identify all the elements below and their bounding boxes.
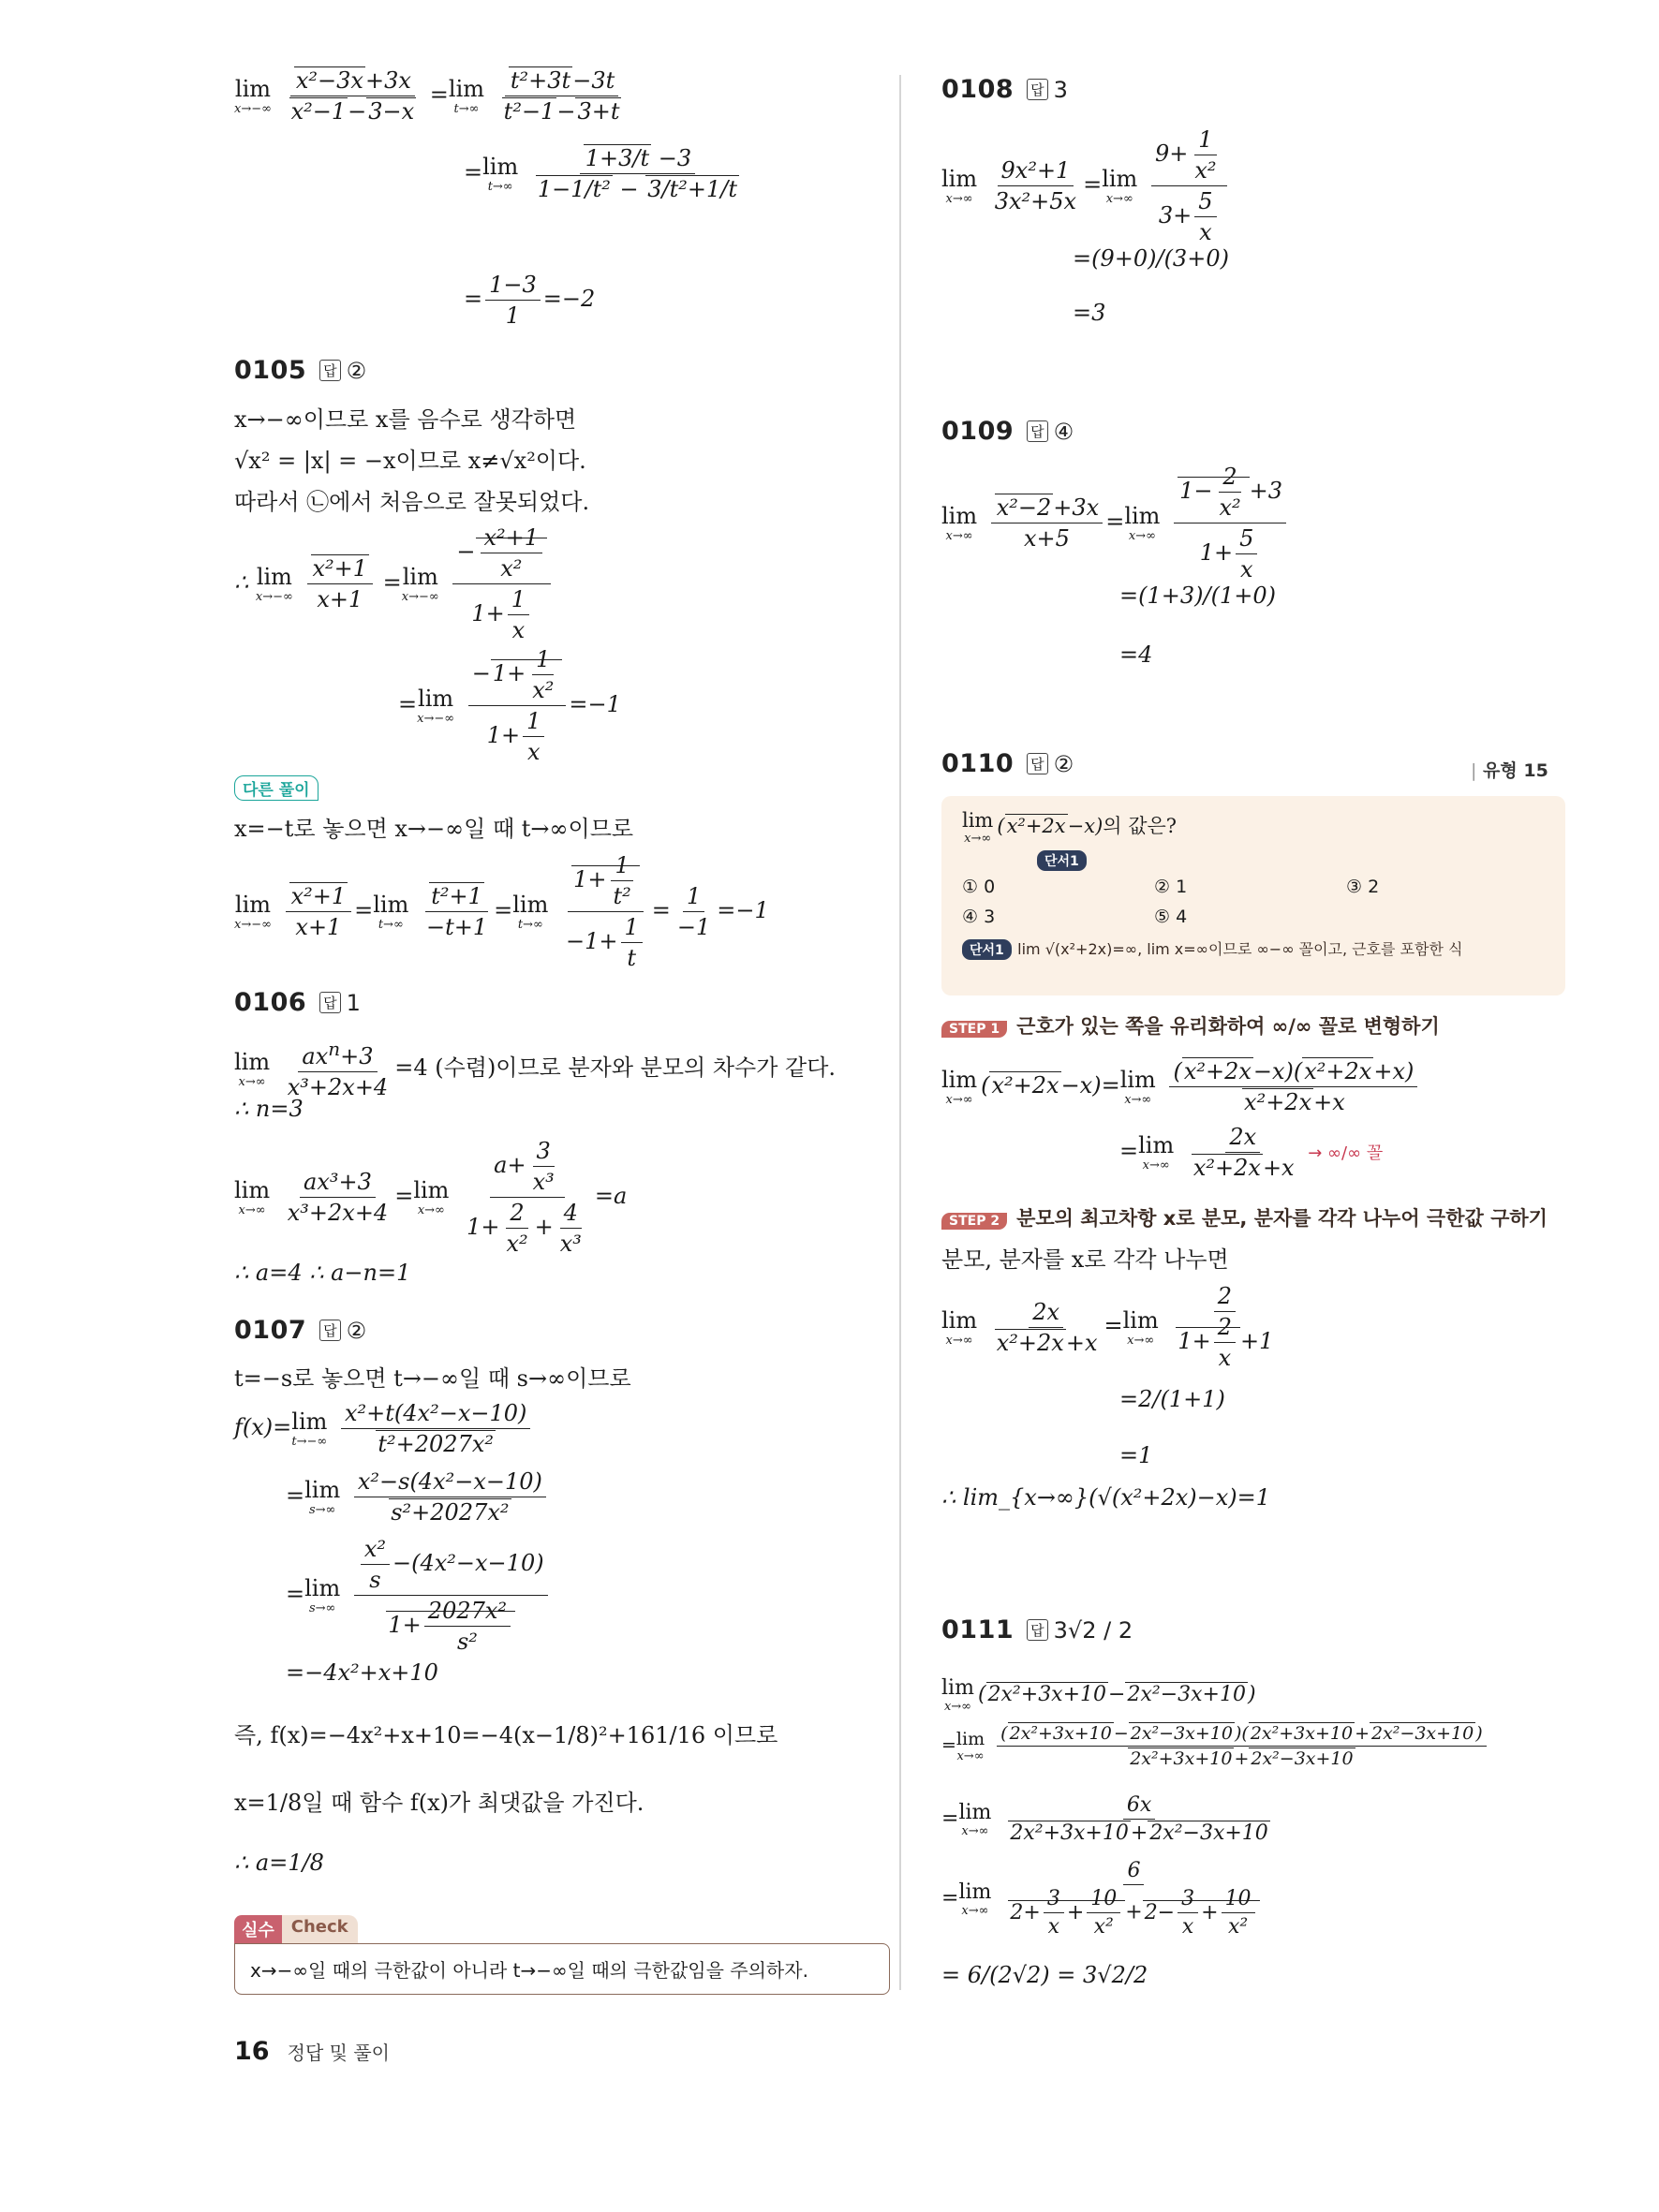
problem-0106-header bbox=[234, 988, 361, 1017]
page-number: 16 bbox=[234, 2037, 270, 2066]
answer-value: ② bbox=[1053, 751, 1074, 777]
problem-0109-header bbox=[941, 417, 1074, 446]
option-2[interactable]: ② 1 bbox=[1154, 877, 1188, 897]
check-label-b: Check bbox=[282, 1915, 358, 1943]
answer-value: 3√2 / 2 bbox=[1053, 1617, 1133, 1644]
clue-badge: 단서1 bbox=[962, 939, 1012, 960]
answer-value: 1 bbox=[346, 990, 361, 1016]
step2-text: 분모의 최고차항 x로 분모, 분자를 각각 나누어 극한값 구하기 bbox=[1016, 1207, 1548, 1230]
math-0108-line: =3 bbox=[1073, 300, 1106, 326]
text-fragment: =a bbox=[594, 1183, 628, 1209]
footer-label: 정답 및 풀이 bbox=[287, 2042, 390, 2064]
alt-solution-tag bbox=[234, 775, 318, 801]
clue-row bbox=[962, 936, 1545, 960]
math-0111-4: = lim x→∞ 6 2+ $\frac{3}{x}$ + $\frac{10}{\text{x²}}$ +2− $\frac{3}{x}$ + $\frac{10}{\text{x²}}$ bbox=[941, 1859, 1266, 1939]
math-0111-final: = 6/(2√2) = 3√2/2 bbox=[941, 1962, 1148, 1988]
math-0106-line3: lim x→∞ $\frac{\text{ax³+3}}{\text{x³+2x+4}}$ = lim x→∞ a+ $\frac{3}{\text{x³}}$ 1+ $\frac{2}{\text{x²}}$ + $\frac{4}{\text{x³}}$ =a bbox=[234, 1138, 628, 1257]
question-line: lim x→∞ (x²+2x−x)의 값은? bbox=[962, 809, 1178, 846]
problem-0110-header bbox=[941, 749, 1074, 778]
math-0110-step1b: = lim x→∞ $\frac{2x}{\text{x²+2x+x}}$ → ∞/∞ 꼴 bbox=[1119, 1124, 1384, 1181]
question-box bbox=[941, 796, 1565, 995]
option-3[interactable]: ③ 2 bbox=[1346, 877, 1380, 897]
text-line: 따라서 ㉡에서 처음으로 잘못되었다. bbox=[234, 489, 590, 515]
answer-icon: 답 bbox=[319, 992, 341, 1013]
problem-number: 0110 bbox=[941, 749, 1015, 778]
alt-solution-label: 다른 풀이 bbox=[234, 775, 318, 801]
problem-number: 0111 bbox=[941, 1615, 1015, 1644]
options-row-1 bbox=[962, 877, 1545, 897]
answer-icon: 답 bbox=[319, 360, 341, 381]
check-text: x→−∞일 때의 극한값이 아니라 t→−∞일 때의 극한값임을 주의하자. bbox=[234, 1943, 890, 1995]
text-line: t=−s로 놓으면 t→−∞일 때 s→∞이므로 bbox=[234, 1365, 631, 1392]
type-tag: | 유형 15 bbox=[1471, 760, 1548, 781]
answer-value: ② bbox=[346, 1318, 367, 1344]
math-0107-s1: = lim s→∞ $\frac{\text{x²−s(4x²−x−10)}}{\text{s²+2027x²}}$ bbox=[286, 1468, 549, 1526]
math-0107-s2: = lim s→∞ $\frac{\text{x²}}{s}$ −(4x²−x−10) 1+ $\frac{\text{2027x²}}{\text{s²}}$ bbox=[286, 1536, 551, 1655]
math-0107-result: =−4x²+x+10 bbox=[286, 1659, 438, 1686]
problem-number: 0105 bbox=[234, 356, 307, 385]
answer-icon: 답 bbox=[1027, 1619, 1048, 1641]
text-line: x→−∞이므로 x를 음수로 생각하면 bbox=[234, 406, 577, 433]
math-0105-therefore-1: ∴ lim x→−∞ $\frac{\text{x²+1}}{x+1}$ = lim x→−∞ − $\frac{\text{x²+1}}{\text{x²}}$ 1+ $\frac{1}{x}$ bbox=[234, 524, 554, 643]
math-0110-result: =1 bbox=[1119, 1442, 1153, 1468]
answer-icon: 답 bbox=[1027, 79, 1048, 100]
problem-0111-header bbox=[941, 1615, 1133, 1644]
clue-text: lim √(x²+2x)=∞, lim x=∞이므로 ∞−∞ 꼴이고, 근호를 포함한 식 bbox=[1017, 940, 1463, 958]
answer-value: 3 bbox=[1053, 77, 1068, 103]
derivation-line-1: lim x→−∞ $\frac{\text{x²−3x+3x}}{\text{x²−1−3−x}}$ = lim t→∞ $\frac{\text{t²+3t−3t}}{\text{t²−1−3+t}}$ bbox=[234, 67, 620, 125]
step1-badge: STEP 1 bbox=[941, 1021, 1007, 1038]
answer-icon: 답 bbox=[1027, 753, 1048, 774]
option-5[interactable]: ⑤ 4 bbox=[1154, 907, 1188, 927]
math-0108: lim x→∞ $\frac{\text{9x²+1}}{\text{3x²+5x}}$ = lim x→∞ 9+ $\frac{1}{\text{x²}}$ 3+ $\frac{5}{x}$ bbox=[941, 126, 1230, 245]
math-0106-line1: lim x→∞ $\frac{ax^n+3}{\text{x³+2x+4}}$ =4 (수렴)이므로 분자와 분모의 차수가 같다. bbox=[234, 1038, 837, 1100]
text-line: √x² = |x| = −x이므로 x≠√x²이다. bbox=[234, 448, 586, 474]
problem-number: 0108 bbox=[941, 75, 1015, 104]
math-0111-3: = lim x→∞ $\frac{6x}{\text{2x²+3x+10+2x²−3x+10}}$ bbox=[941, 1793, 1268, 1845]
problem-number: 0107 bbox=[234, 1316, 307, 1345]
problem-number: 0109 bbox=[941, 417, 1015, 446]
check-label-a: 실수 bbox=[234, 1915, 282, 1943]
math-0110-final: ∴ lim_{x→∞}(√(x²+2x)−x)=1 bbox=[941, 1484, 1271, 1511]
step2-badge: STEP 2 bbox=[941, 1213, 1007, 1230]
math-0109-line: =(1+3)/(1+0) bbox=[1119, 582, 1276, 609]
step1-note: → ∞/∞ 꼴 bbox=[1308, 1143, 1384, 1163]
step2-header bbox=[941, 1203, 1548, 1231]
answer-value: ② bbox=[346, 358, 367, 384]
text-line: 즉, f(x)=−4x²+x+10=−4(x−1/8)²+161/16 이므로 bbox=[234, 1722, 778, 1748]
math-0109-line: =4 bbox=[1119, 641, 1153, 668]
math-0111-2: = lim x→∞ $\frac{\text{( 2x²+3x+10 − 2x²−3x+10 )( 2x²+3x+10 + 2x²−3x+10 )}}{\text{2x²+3x+10 + 2x²−3x+10}}$ bbox=[941, 1723, 1489, 1769]
step1-header bbox=[941, 1011, 1440, 1040]
mistake-check-callout bbox=[234, 1915, 890, 1995]
math-0108-line: =(9+0)/(3+0) bbox=[1073, 245, 1229, 272]
text-line: 분모, 분자를 x로 각각 나누면 bbox=[941, 1246, 1229, 1273]
question-text: 의 값은? bbox=[1103, 815, 1178, 837]
problem-number: 0106 bbox=[234, 988, 307, 1017]
math-0110-step1: lim x→∞ (x²+2x−x)= lim x→∞ $\frac{\text{(x²+2x−x)(x²+2x+x)}}{\text{x²+2x+x}}$ bbox=[941, 1058, 1420, 1115]
derivation-line-3: = $\frac{1-3}{1}$ =−2 bbox=[464, 272, 596, 329]
option-4[interactable]: ④ 3 bbox=[962, 907, 996, 927]
math-0107-final: ∴ a=1/8 bbox=[234, 1850, 324, 1876]
text-fragment: =4 (수렴)이므로 분자와 분모의 차수가 같다. bbox=[394, 1054, 837, 1081]
problem-0107-header bbox=[234, 1316, 366, 1345]
check-tab bbox=[234, 1915, 358, 1943]
math-0106-line4: ∴ a=4 ∴ a−n=1 bbox=[234, 1260, 411, 1286]
answer-icon: 답 bbox=[319, 1320, 341, 1341]
derivation-line-2: = lim t→∞ $\frac{1+3/t -3}{\text{1−1/t² − 3/t²+1/t}}$ bbox=[464, 145, 737, 202]
math-0110-result: =2/(1+1) bbox=[1119, 1386, 1225, 1412]
type-tag-label: 유형 15 bbox=[1483, 760, 1548, 781]
text-line: x=1/8일 때 함수 f(x)가 최댓값을 가진다. bbox=[234, 1790, 644, 1816]
column-divider bbox=[899, 75, 901, 1990]
math-0105-therefore-2: = lim x→−∞ −1+ $\frac{1}{\text{x²}}$ 1+ $\frac{1}{x}$ =−1 bbox=[398, 646, 621, 765]
math-0106-line2: ∴ n=3 bbox=[234, 1096, 304, 1122]
option-1[interactable]: ① 0 bbox=[962, 877, 996, 897]
options-row-2 bbox=[962, 907, 1545, 927]
clue-badge: 단서1 bbox=[1037, 850, 1087, 871]
page-footer bbox=[234, 2037, 390, 2066]
math-0110-step2: lim x→∞ $\frac{2x}{\text{x²+2x+x}}$ = lim x→∞ 2 1+ $\frac{2}{x}$ +1 bbox=[941, 1283, 1274, 1371]
problem-0105-header bbox=[234, 356, 366, 385]
problem-0108-header bbox=[941, 75, 1068, 104]
math-0111-1: lim x→∞ (2x²+3x+10−2x²−3x+10) bbox=[941, 1676, 1256, 1714]
alt-solution-line: x=−t로 놓으면 x→−∞일 때 t→∞이므로 bbox=[234, 816, 634, 842]
alt-solution-math: lim x→−∞ $\frac{\text{x²+1}}{x+1}$ = lim t→∞ $\frac{\text{t²+1}}{-t+1}$ = lim t→∞ 1+ $\frac{1}{\text{t²}}$ −1+ $\frac{1}{t}$ = $\frac{1}{-1}$ =−1 bbox=[234, 852, 769, 971]
math-0109: lim x→∞ $\frac{\text{x²−2+3x}}{x+5}$ = lim x→∞ 1− $\frac{2}{\text{x²}}$ +3 1+ $\frac{5}{x}$ bbox=[941, 464, 1289, 582]
step1-text: 근호가 있는 쪽을 유리화하여 ∞/∞ 꼴로 변형하기 bbox=[1016, 1015, 1440, 1038]
answer-value: ④ bbox=[1053, 419, 1074, 445]
answer-icon: 답 bbox=[1027, 420, 1048, 442]
math-0107-f: f(x)= lim t→−∞ $\frac{\text{x²+t(4x²−x−10)}}{\text{t²+2027x²}}$ bbox=[234, 1400, 533, 1457]
